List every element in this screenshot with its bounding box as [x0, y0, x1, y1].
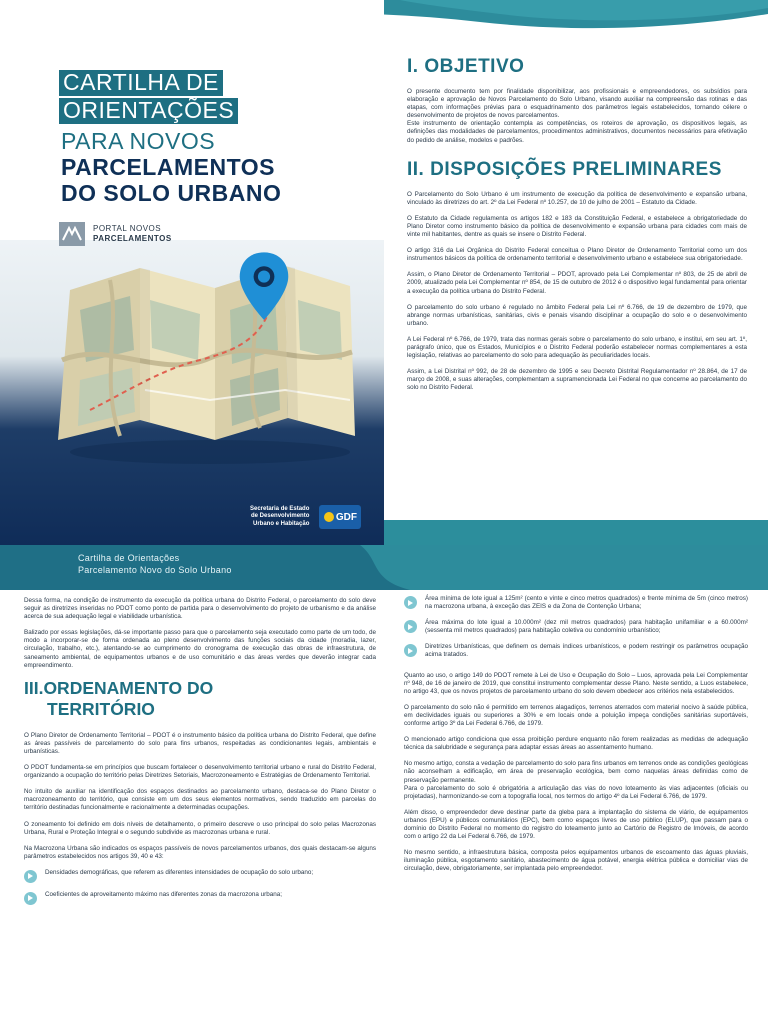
cover-title-line5: DO SOLO URBANO: [61, 180, 282, 206]
gdf-label: GDF: [335, 511, 357, 523]
bullet-text: Densidades demográficas, que referem as diferentes intensidades de ocupação do solo urbano;: [45, 868, 314, 876]
page2-right-paragraph-4: No mesmo artigo, consta a vedação de parcelamento do solo para fins urbanos em terrenos onde as condições geológicas não aconselham a edificação, em área de preservação ecológica, bem como naquelas áreas definidas como de preservação permanente.: [404, 760, 748, 784]
page2-right-paragraph-2: O parcelamento do solo não é permitido em terrenos alagadiços, terrenos aterrados com material nocivo à saúde pública, em declividades iguais ou superiores a 30% e em locais onde a poluição impeça condições sanitárias suportáveis, conforme artigo 3º da Lei Federal 6.766, de 1979.: [404, 703, 748, 728]
bullet-text: Diretrizes Urbanísticas, que definem os demais índices urbanísticos, e podem restringir os parâmetros ocupação acima tratados.: [425, 643, 748, 659]
cover-right-column: [407, 56, 747, 400]
list-item: [404, 619, 748, 635]
secretaria-line3: Urbano e Habitação: [253, 520, 310, 527]
bullet-arrow-icon: [24, 892, 37, 905]
ordenamento-heading-line1: III.ORDENAMENTO DO: [24, 677, 214, 698]
bullet-text: Coeficientes de aproveitamento máximo nas diferentes zonas da macrozona urbana;: [45, 890, 282, 898]
page-header: [78, 552, 232, 576]
footer-logos: [250, 505, 361, 529]
objetivo-heading: I. OBJETIVO: [407, 56, 525, 77]
page2-left-paragraph-4: O PDOT fundamenta-se em princípios que buscam fortalecer o desenvolvimento territorial urbano e rural do Distrito Federal, organizando a ocupação do território pelas Diretrizes Setoriais, Macrozoneamento e Estratégias de Ordenamento Territorial.: [24, 764, 376, 780]
bullet-arrow-icon: [404, 596, 417, 609]
cover-title-line3: PARA NOVOS: [61, 128, 216, 154]
right-bottom-band: [384, 520, 768, 545]
page2-left-paragraph-6: O zoneamento foi definido em dois níveis de detalhamento, o primeiro descreve o uso principal do solo pelas Macrozonas Urbana, Rural e Proteção Integral e o segundo subdivide as macrozonas urbana e rural.: [24, 820, 376, 836]
disposicoes-paragraph-2: O Estatuto da Cidade regulamenta os artigos 182 e 183 da Constituição Federal, e estabelece a obrigatoriedade do Plano Diretor como instrumento básico da política de desenvolvimento e expansão urbana para cidades com mais de vinte mil habitantes, dentre as quais se insere o Distrito Federal.: [407, 214, 747, 239]
page-header-line2: Parcelamento Novo do Solo Urbano: [78, 565, 232, 575]
secretaria-line2: de Desenvolvimento: [251, 513, 310, 520]
page2-right-paragraph-1: Quanto ao uso, o artigo 149 do PDOT remete à Lei de Uso e Ocupação do Solo – Luos, aprovada pela Lei Complementar nº 948, de 16 de janeiro de 2019, que constitui instrumento complementar desse Plano. Neste sentido, a Luos estabelece, no artigo 43, que os novos projetos de parcelamento urbano do solo devem obedecer aos critérios nela estabelecidos.: [404, 671, 748, 695]
disposicoes-paragraph-3: O artigo 316 da Lei Orgânica do Distrito Federal conceitua o Plano Diretor de Ordenamento Territorial como um dos instrumentos básicos da política de ordenamento territorial e desenvolvimento urbano e estabelece sua obrigatoriedade.: [407, 247, 747, 263]
location-pin-icon: [238, 242, 290, 332]
page2-right-column: [404, 595, 748, 881]
page2-left-paragraph-3: O Plano Diretor de Ordenamento Territorial – PDOT é o instrumento básico da política urbana do Distrito Federal, que define as áreas passíveis de parcelamento do solo para fins urbanos, respeitadas as condicionantes legais, ambientais e urbanísticas.: [24, 731, 376, 755]
page-header-line1: Cartilha de Orientações: [78, 553, 180, 563]
secretaria-label: [250, 506, 309, 529]
ordenamento-heading: [24, 678, 376, 720]
disposicoes-paragraph-1: O Parcelamento do Solo Urbano é um instrumento de execução da política de desenvolvimento e expansão urbana, vinculado às diretrizes do art. 2º da Lei Federal nº 10.257, de 10 de julho de 2001 – Estatuto da Cidade.: [407, 190, 747, 206]
cover-title-line1: CARTILHA DE: [59, 70, 223, 96]
secretaria-line1: Secretaria de Estado: [250, 505, 310, 512]
content-spread: [0, 545, 768, 1024]
cover-panel: [0, 0, 384, 545]
bullet-arrow-icon: [24, 870, 37, 883]
disposicoes-paragraph-4: Assim, o Plano Diretor de Ordenamento Territorial – PDOT, aprovado pela Lei Complementar nº 803, de 25 de abril de 2009, atualizado pela Lei Complementar nº 854, de 15 de outubro de 2012 é o dispositivo legal fundamental para orientar a execução da política urbana do Distrito Federal.: [407, 271, 747, 295]
cover-title-line2: ORIENTAÇÕES: [59, 98, 238, 124]
portal-line1: PORTAL NOVOS: [93, 224, 162, 233]
page2-right-paragraph-3: O mencionado artigo condiciona que essa proibição perdure enquanto não forem realizadas as medidas de adequação técnica da salubridade e segurança para adaptar essas áreas ao assentamento humano.: [404, 736, 748, 752]
page2-left-paragraph-2: Balizado por essas legislações, dá-se importante passo para que o parcelamento seja executado como parte de um todo, de modo a incorporar-se de forma ordenada ao pleno desenvolvimento das funções sociais da cidade (moradia, lazer, circulação, trabalho, etc.), atentando-se ao cumprimento do cronograma de execução das obras de infraestrutura, de saneamento ambiental, de equipamentos urbanos e de uso comunitário e das áreas verdes que deverão integrar cada empreendimento.: [24, 629, 376, 669]
gdf-logo-icon: [319, 505, 361, 529]
portal-line2: PARCELAMENTOS: [93, 234, 172, 243]
page2-left-paragraph-5: No intuito de auxiliar na identificação dos espaços destinados ao parcelamento urbano, destaca-se do Plano Diretor o macrozoneamento do território, que consiste em um dos seus elementos normativos, sendo traduzido em parcelas do território destinadas funcionalmente e racionalmente a determinadas ocupações.: [24, 788, 376, 812]
bullet-arrow-icon: [404, 620, 417, 633]
list-item: [404, 643, 748, 659]
page2-right-paragraph-7: No mesmo sentido, a infraestrutura básica, composta pelos equipamentos urbanos de escoamento das águas pluviais, iluminação pública, esgotamento sanitário, abastecimento de água potável, energia elétrica pública e domiciliar vias de circulação, deve, obrigatoriamente, ser implantada pelo empreendedor.: [404, 849, 748, 873]
cover-title: [59, 70, 281, 205]
page2-right-paragraph-5: Para o parcelamento do solo é obrigatória a articulação das vias do novo loteamento às vias adjacentes (oficiais ou projetadas), harmonizando-se com a topografia local, nos termos do artigo 4º da Lei Federal 6.766, de 1979.: [404, 784, 748, 800]
cover-title-line4: PARCELAMENTOS: [61, 154, 275, 180]
list-item: [24, 869, 376, 883]
page2-left-paragraph-7: Na Macrozona Urbana são indicados os espaços passíveis de novos parcelamentos urbanos, dos quais destacam-se alguns parâmetros estabelecidos nos artigos 39, 40 e 43:: [24, 844, 376, 860]
bullet-text: Área máxima do lote igual a 10.000m² (dez mil metros quadrados) para habitação unifamiliar e a 60.000m² (sessenta mil metros quadrados) para habitação coletiva ou condomínio urbanístico;: [425, 619, 748, 635]
page2-right-paragraph-6: Além disso, o empreendedor deve destinar parte da gleba para a implantação do sistema de viário, de equipamentos urbanos (EPU) e públicos comunitários (EPC), bem como espaços livres de uso público (ELUP), que passam para o domínio do Distrito Federal no momento do registro do loteamento junto ao Cartório de Registro de Imóveis, de acordo com o artigo 22 da Lei Federal 6.766, de 1979.: [404, 808, 748, 841]
bullet-text: Área mínima de lote igual a 125m² (cento e vinte e cinco metros quadrados) e frente mínima de 5m (cinco metros) na macrozona urbana, à exceção das ZEIS e da Zona de Contenção Urbana;: [425, 595, 748, 611]
list-item: [404, 595, 748, 611]
disposicoes-paragraph-6: A Lei Federal nº 6.766, de 1979, trata das normas gerais sobre o parcelamento do solo urbano, e institui, em seu art. 1º, parágrafo único, que os Estados, Municípios e o Distrito Federal poderão estabelecer normas complementares a esta legislação, relativas ao parcelamento do solo para adequação às peculiaridades locais.: [407, 335, 747, 360]
disposicoes-heading: II. DISPOSIÇÕES PRELIMINARES: [407, 158, 722, 180]
disposicoes-paragraph-7: Assim, a Lei Distrital nº 992, de 28 de dezembro de 1995 e seu Decreto Distrital Regulamentador nº 28.864, de 17 de março de 2008, e suas alterações, complementam a supramencionada Lei Federal no que concerne ao parcelamento do solo no Distrito Federal.: [407, 368, 747, 392]
gdf-flower-icon: [324, 512, 334, 522]
header-wave-decoration: [300, 545, 450, 590]
map-illustration: [50, 240, 360, 470]
ordenamento-heading-line2: TERRITÓRIO: [47, 698, 155, 719]
bullet-arrow-icon: [404, 644, 417, 657]
objetivo-paragraph-1: O presente documento tem por finalidade disponibilizar, aos profissionais e empreendedores, os subsídios para elaboração e aprovação de Novos Parcelamento do Solo Urbano, visando auxiliar na compreensão das rotinas e das etapas, com informações prévias para o esquadrinamento dos parâmetros legais estabelecidos, tornando célere o desenvolvimento de projetos de novos parcelamentos.: [407, 88, 747, 120]
list-item: [24, 891, 376, 905]
page2-left-column: [24, 597, 376, 913]
objetivo-paragraph-2: Este instrumento de orientação contempla as competências, os roteiros de aprovação, os dispositivos legais, as definições das modalidades de parcelamentos, procedimentos administrativos, documentos necessários para efetivação do pedido de análise, modelos e padrões.: [407, 120, 747, 144]
page2-left-paragraph-1: Dessa forma, na condição de instrumento da execução da política urbana do Distrito Federal, o parcelamento do solo deve seguir as diretrizes inseridas no PDOT como ponto de partida para o desenvolvimento do projeto de urbanismo e da análise acerca de sua adequação legal e viabilidade urbanística.: [24, 597, 376, 621]
disposicoes-paragraph-5: O parcelamento do solo urbano é regulado no âmbito Federal pela Lei nº 6.766, de 19 de dezembro de 1979, que abrange normas urbanísticas, sanitárias, civis e penais visando disciplinar a ocupação do solo e o desenvolvimento urbano.: [407, 303, 747, 327]
